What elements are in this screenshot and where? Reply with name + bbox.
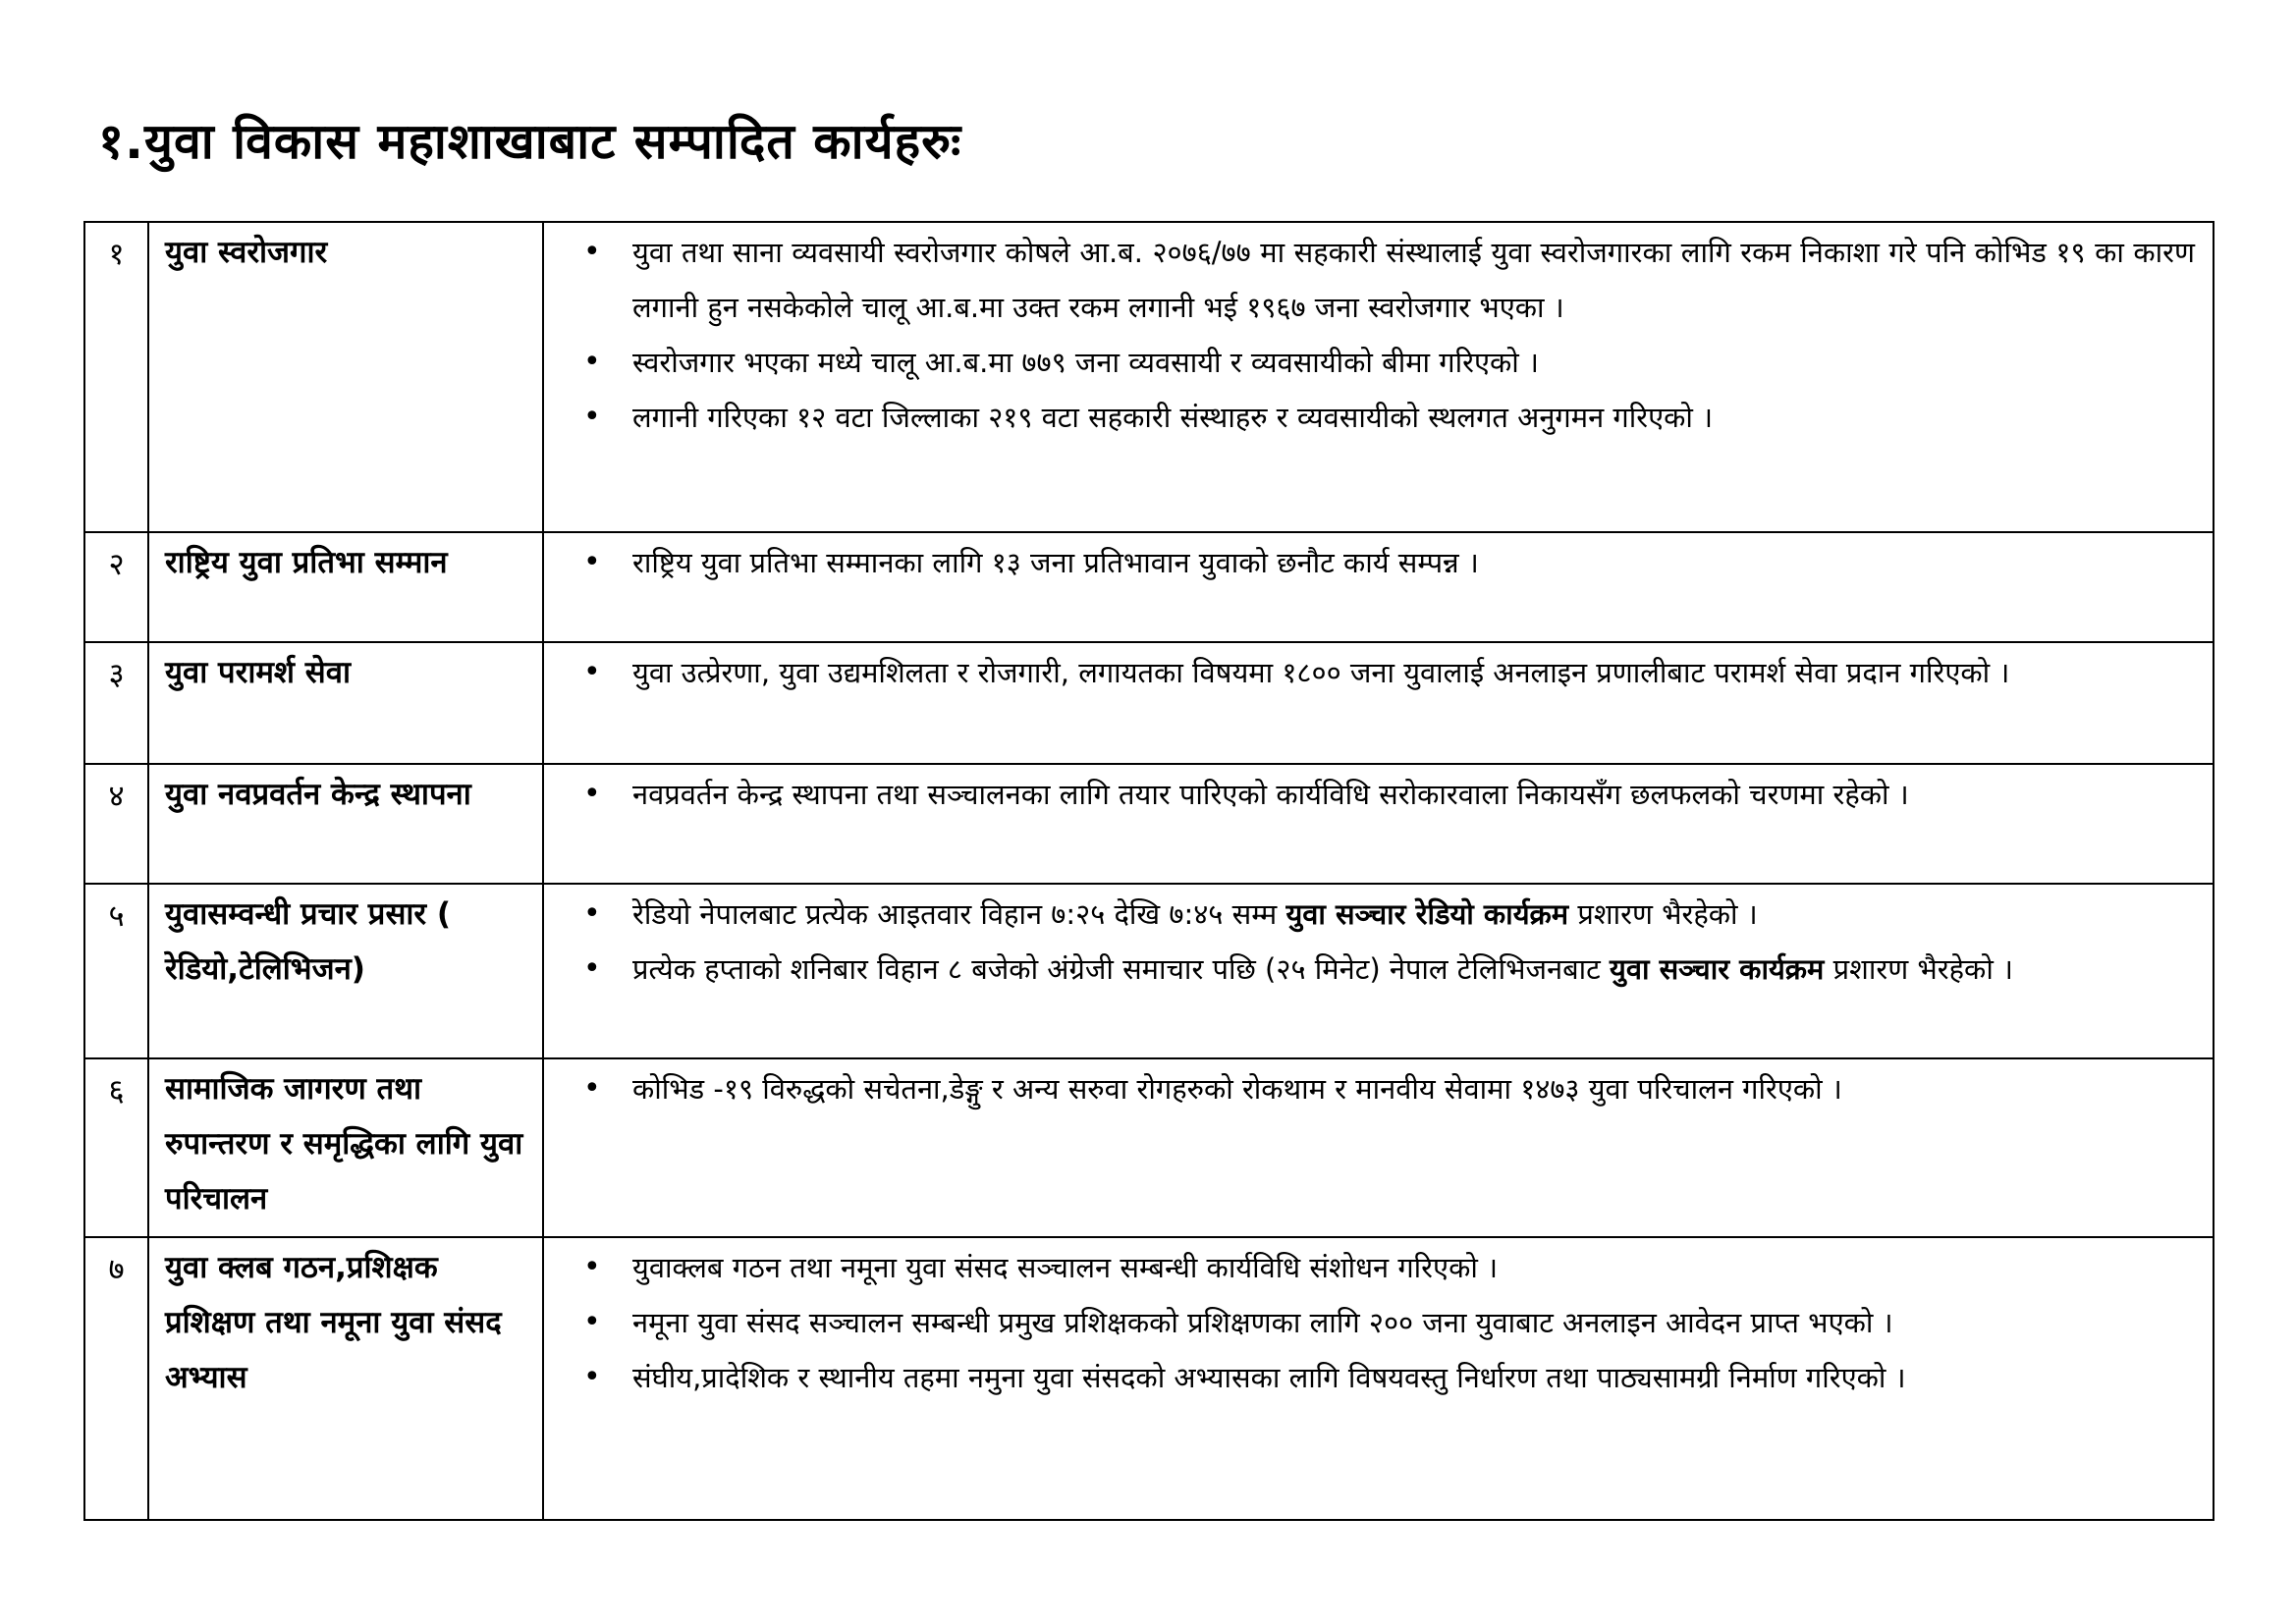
row-description <box>543 764 2214 884</box>
list-item: • राष्ट्रिय युवा प्रतिभा सम्मानका लागि १३ जना प्रतिभावान युवाको छनौट कार्य सम्पन्न । <box>583 535 2195 590</box>
row-number: ६ <box>84 1058 148 1237</box>
list-item: • युवा उत्प्रेरणा, युवा उद्यमशिलता र रोजगारी, लगायतका विषयमा १८०० जना युवालाई अनलाइन प्रणालीबाट परामर्श सेवा प्रदान गरिएको । <box>583 645 2195 700</box>
row-number: १ <box>84 222 148 532</box>
list-item: • कोभिड -१९ विरुद्धको सचेतना,डेङ्गु र अन्य सरुवा रोगहरुको रोकथाम र मानवीय सेवामा १४७३ युवा परिचालन गरिएको । <box>583 1061 2195 1116</box>
row-title: युवा नवप्रवर्तन केन्द्र स्थापना <box>148 764 543 884</box>
table-row <box>84 1237 2214 1520</box>
program-name: युवा सञ्चार रेडियो कार्यक्रम <box>1285 897 1569 931</box>
row-title: युवा क्लब गठन,प्रशिक्षक प्रशिक्षण तथा नमूना युवा संसद अभ्यास <box>148 1237 543 1520</box>
row-number: ५ <box>84 884 148 1058</box>
list-item: • नमूना युवा संसद सञ्चालन सम्बन्धी प्रमुख प्रशिक्षकको प्रशिक्षणका लागि २०० जना युवाबाट अनलाइन आवेदन प्राप्त भएको । <box>583 1295 2195 1350</box>
page-title: १.युवा विकास महाशाखाबाट सम्पादित कार्यहरुः <box>98 113 962 170</box>
row-description <box>543 642 2214 764</box>
list-item: • युवाक्लब गठन तथा नमूना युवा संसद सञ्चालन सम्बन्धी कार्यविधि संशोधन गरिएको । <box>583 1240 2195 1295</box>
row-description <box>543 222 2214 532</box>
list-item: • स्वरोजगार भएका मध्ये चालू आ.ब.मा ७७९ जना व्यवसायी र व्यवसायीको बीमा गरिएको । <box>583 335 2195 390</box>
row-description <box>543 884 2214 1058</box>
list-item <box>583 887 2195 942</box>
list-item-text: प्रशारण भैरहेको । <box>1568 897 1758 931</box>
row-title: युवा परामर्श सेवा <box>148 642 543 764</box>
list-item-text: प्रत्येक हप्ताको शनिबार विहान ८ बजेको अंग्रेजी समाचार पछि (२५ मिनेट) नेपाल टेलिभिजनबाट <box>632 952 1611 986</box>
row-description <box>543 1058 2214 1237</box>
list-item: • लगानी गरिएका १२ वटा जिल्लाका २१९ वटा सहकारी संस्थाहरु र व्यवसायीको स्थलगत अनुगमन गरिएको । <box>583 390 2195 445</box>
table-row <box>84 222 2214 532</box>
row-number: ४ <box>84 764 148 884</box>
row-title: सामाजिक जागरण तथा रुपान्तरण र समृद्धिका लागि युवा परिचालन <box>148 1058 543 1237</box>
list-item: • संघीय,प्रादेशिक र स्थानीय तहमा नमुना युवा संसदको अभ्यासका लागि विषयवस्तु निर्धारण तथा पाठ्यसामग्री निर्माण गरिएको । <box>583 1350 2195 1405</box>
row-number: २ <box>84 532 148 642</box>
program-name: युवा सञ्चार कार्यक्रम <box>1610 952 1825 986</box>
list-item: • नवप्रवर्तन केन्द्र स्थापना तथा सञ्चालनका लागि तयार पारिएको कार्यविधि सरोकारवाला निकायसँग छलफलको चरणमा रहेको । <box>583 767 2195 822</box>
table-row <box>84 532 2214 642</box>
row-title: युवासम्वन्धी प्रचार प्रसार ( रेडियो,टेलिभिजन) <box>148 884 543 1058</box>
list-item: • युवा तथा साना व्यवसायी स्वरोजगार कोषले आ.ब. २०७६/७७ मा सहकारी संस्थालाई युवा स्वरोजगारका लागि रकम निकाशा गरे पनि कोभिड १९ का कारण लगानी हुन नसकेकोले चालू आ.ब.मा उक्त रकम लगानी भई १९६७ जना स्वरोजगार भएका । <box>583 225 2195 335</box>
row-title: राष्ट्रिय युवा प्रतिभा सम्मान <box>148 532 543 642</box>
table-row <box>84 884 2214 1058</box>
activities-table <box>83 221 2214 1521</box>
row-title: युवा स्वरोजगार <box>148 222 543 532</box>
table-row <box>84 1058 2214 1237</box>
row-number: ३ <box>84 642 148 764</box>
list-item-text: रेडियो नेपालबाट प्रत्येक आइतवार विहान ७:२५ देखि ७:४५ सम्म <box>632 897 1286 931</box>
list-item <box>583 942 2195 997</box>
table-row <box>84 642 2214 764</box>
table-row <box>84 764 2214 884</box>
row-description <box>543 1237 2214 1520</box>
row-description <box>543 532 2214 642</box>
list-item-text: प्रशारण भैरहेको । <box>1824 952 2014 986</box>
row-number: ७ <box>84 1237 148 1520</box>
